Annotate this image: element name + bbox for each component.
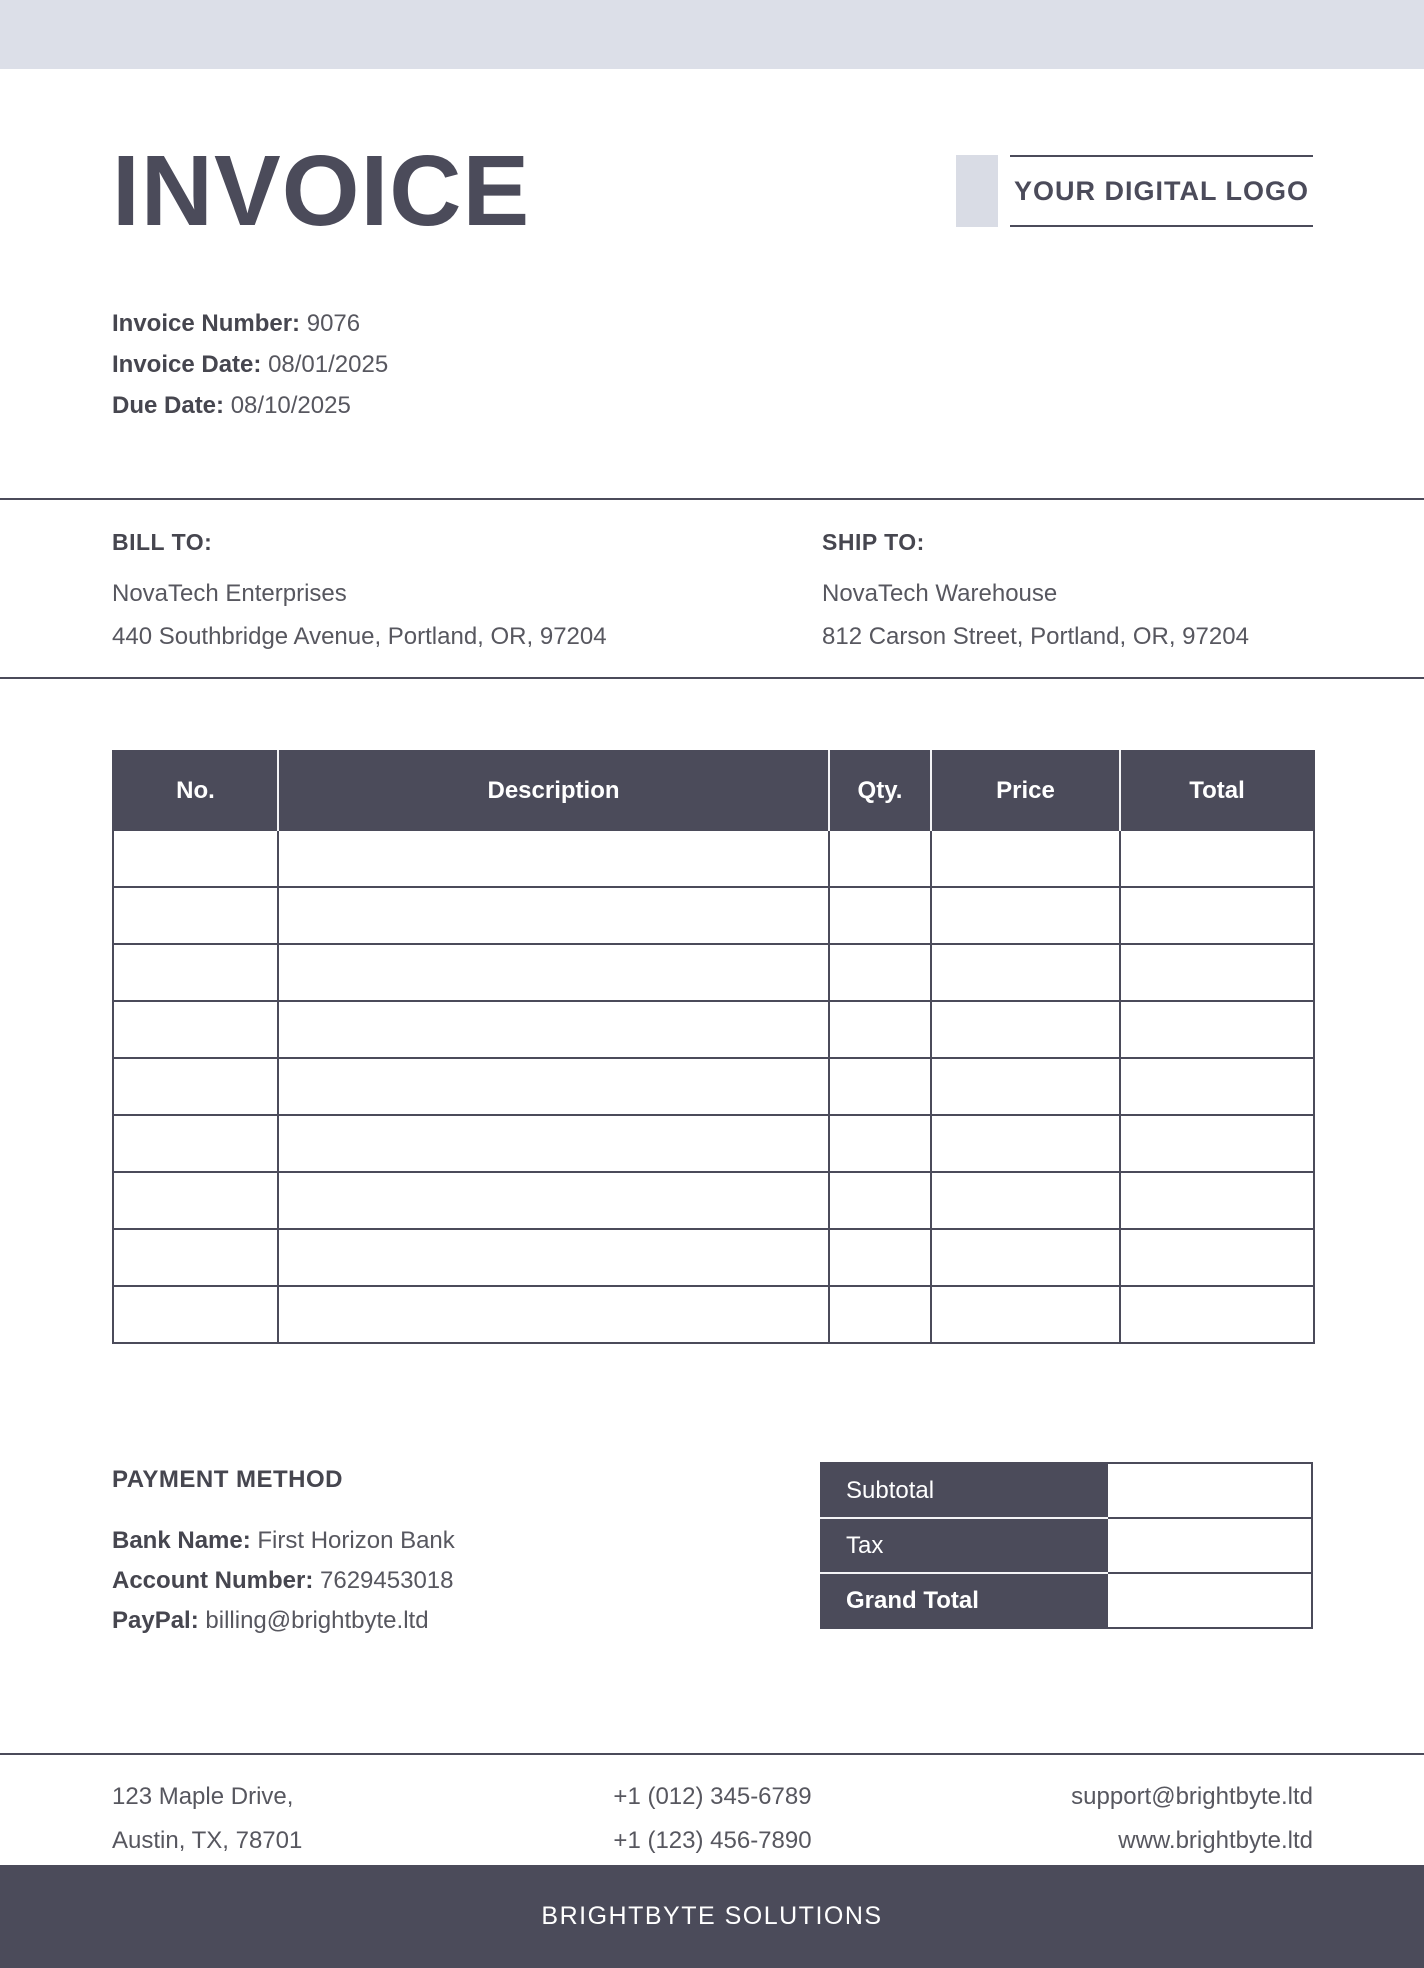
table-row — [113, 1115, 1314, 1172]
items-section — [0, 679, 1424, 1641]
account-number-value: 7629453018 — [320, 1567, 454, 1594]
logo-placeholder-icon — [956, 155, 998, 227]
table-row — [113, 1058, 1314, 1115]
logo — [956, 155, 1313, 227]
table-cell — [931, 830, 1120, 887]
bill-to-label: BILL TO: — [112, 529, 213, 555]
paypal-label: PayPal: — [112, 1607, 199, 1634]
table-cell — [1120, 1058, 1314, 1115]
subtotal-value — [1107, 1463, 1312, 1518]
footer-phone2: +1 (123) 456-7890 — [613, 1827, 812, 1854]
table-cell — [278, 1172, 829, 1229]
table-cell — [931, 1058, 1120, 1115]
table-cell — [278, 1001, 829, 1058]
table-cell — [113, 887, 278, 944]
table-row — [113, 1229, 1314, 1286]
grand-total-label: Grand Total — [821, 1573, 1107, 1628]
table-cell — [829, 944, 931, 1001]
invoice-number-label: Invoice Number: — [112, 310, 301, 337]
payment-and-totals — [112, 1462, 1313, 1641]
tax-row — [821, 1518, 1312, 1573]
table-cell — [829, 830, 931, 887]
table-cell — [113, 1115, 278, 1172]
table-cell — [829, 1286, 931, 1343]
table-cell — [931, 944, 1120, 1001]
items-table-body — [113, 830, 1314, 1343]
table-cell — [1120, 1001, 1314, 1058]
logo-text: YOUR DIGITAL LOGO — [1013, 175, 1309, 206]
bill-to-address: 440 Southbridge Avenue, Portland, OR, 97204 — [112, 623, 607, 650]
footer-phone-block — [512, 1775, 913, 1863]
table-cell — [931, 1001, 1120, 1058]
table-row — [113, 887, 1314, 944]
table-cell — [931, 1172, 1120, 1229]
invoice-meta — [0, 303, 1424, 426]
invoice-date-value: 08/01/2025 — [268, 351, 389, 378]
footer-contact — [0, 1753, 1424, 1863]
column-header-no: No. — [113, 751, 278, 830]
parties-section — [0, 498, 1424, 679]
items-table — [112, 750, 1315, 1344]
table-cell — [113, 944, 278, 1001]
bank-name-label: Bank Name: — [112, 1527, 251, 1554]
table-cell — [113, 1172, 278, 1229]
table-cell — [1120, 830, 1314, 887]
header — [0, 135, 1424, 247]
account-number-label: Account Number: — [112, 1567, 314, 1594]
grand-total-row — [821, 1573, 1312, 1628]
footer-band — [0, 1865, 1424, 1968]
table-row — [113, 944, 1314, 1001]
table-cell — [278, 1286, 829, 1343]
table-cell — [278, 1229, 829, 1286]
footer-email: support@brightbyte.ltd — [1071, 1783, 1313, 1810]
ship-to-name: NovaTech Warehouse — [822, 580, 1058, 607]
due-date-label: Due Date: — [112, 392, 225, 419]
footer-phone1: +1 (012) 345-6789 — [613, 1783, 812, 1810]
invoice-date-line — [112, 344, 1313, 385]
table-cell — [113, 1229, 278, 1286]
table-cell — [829, 1115, 931, 1172]
table-cell — [931, 1115, 1120, 1172]
table-cell — [1120, 944, 1314, 1001]
table-cell — [829, 1172, 931, 1229]
table-row — [113, 1172, 1314, 1229]
invoice-number-line — [112, 303, 1313, 344]
ship-to-address: 812 Carson Street, Portland, OR, 97204 — [822, 623, 1249, 650]
column-header-qty: Qty. — [829, 751, 931, 830]
column-header-description: Description — [278, 751, 829, 830]
table-cell — [829, 1229, 931, 1286]
table-cell — [1120, 1286, 1314, 1343]
bank-name-value: First Horizon Bank — [257, 1527, 455, 1554]
header-row — [113, 751, 1314, 830]
top-band — [0, 0, 1424, 69]
company-name: BRIGHTBYTE SOLUTIONS — [541, 1902, 883, 1930]
totals-table — [820, 1462, 1313, 1629]
items-table-header — [113, 751, 1314, 830]
footer-address-line2: Austin, TX, 78701 — [112, 1827, 303, 1854]
table-cell — [278, 1115, 829, 1172]
bill-to-block — [112, 528, 822, 677]
payment-method-section — [112, 1462, 455, 1641]
ship-to-label: SHIP TO: — [822, 529, 925, 555]
table-row — [113, 1286, 1314, 1343]
invoice-number-value: 9076 — [306, 310, 361, 337]
table-cell — [278, 1058, 829, 1115]
payment-method-heading: PAYMENT METHOD — [112, 1466, 344, 1493]
table-row — [113, 1001, 1314, 1058]
table-cell — [931, 1286, 1120, 1343]
column-header-price: Price — [931, 751, 1120, 830]
table-cell — [278, 944, 829, 1001]
table-cell — [113, 1001, 278, 1058]
tax-value — [1107, 1518, 1312, 1573]
table-cell — [113, 1058, 278, 1115]
footer-website: www.brightbyte.ltd — [1118, 1827, 1313, 1854]
table-cell — [829, 1001, 931, 1058]
subtotal-label: Subtotal — [821, 1463, 1107, 1518]
bank-name-line — [112, 1521, 455, 1561]
invoice-date-label: Invoice Date: — [112, 351, 262, 378]
footer-address-line1: 123 Maple Drive, — [112, 1783, 294, 1810]
bill-to-name: NovaTech Enterprises — [112, 580, 347, 607]
paypal-line — [112, 1601, 455, 1641]
table-cell — [829, 1058, 931, 1115]
grand-total-value — [1107, 1573, 1312, 1628]
table-cell — [113, 1286, 278, 1343]
table-cell — [931, 1229, 1120, 1286]
paypal-value: billing@brightbyte.ltd — [205, 1607, 429, 1634]
table-cell — [278, 887, 829, 944]
page-title: INVOICE — [112, 135, 531, 247]
table-cell — [829, 887, 931, 944]
account-number-line — [112, 1561, 455, 1601]
subtotal-row — [821, 1463, 1312, 1518]
footer-web-block — [913, 1775, 1313, 1863]
column-header-total: Total — [1120, 751, 1314, 830]
ship-to-block — [822, 528, 1313, 677]
table-cell — [1120, 887, 1314, 944]
due-date-line — [112, 385, 1313, 426]
table-row — [113, 830, 1314, 887]
table-cell — [1120, 1172, 1314, 1229]
table-cell — [278, 830, 829, 887]
table-cell — [113, 830, 278, 887]
table-cell — [931, 887, 1120, 944]
due-date-value: 08/10/2025 — [230, 392, 351, 419]
table-cell — [1120, 1229, 1314, 1286]
tax-label: Tax — [821, 1518, 1107, 1573]
table-cell — [1120, 1115, 1314, 1172]
logo-text-frame — [1010, 155, 1313, 227]
footer-address-block — [112, 1775, 512, 1863]
